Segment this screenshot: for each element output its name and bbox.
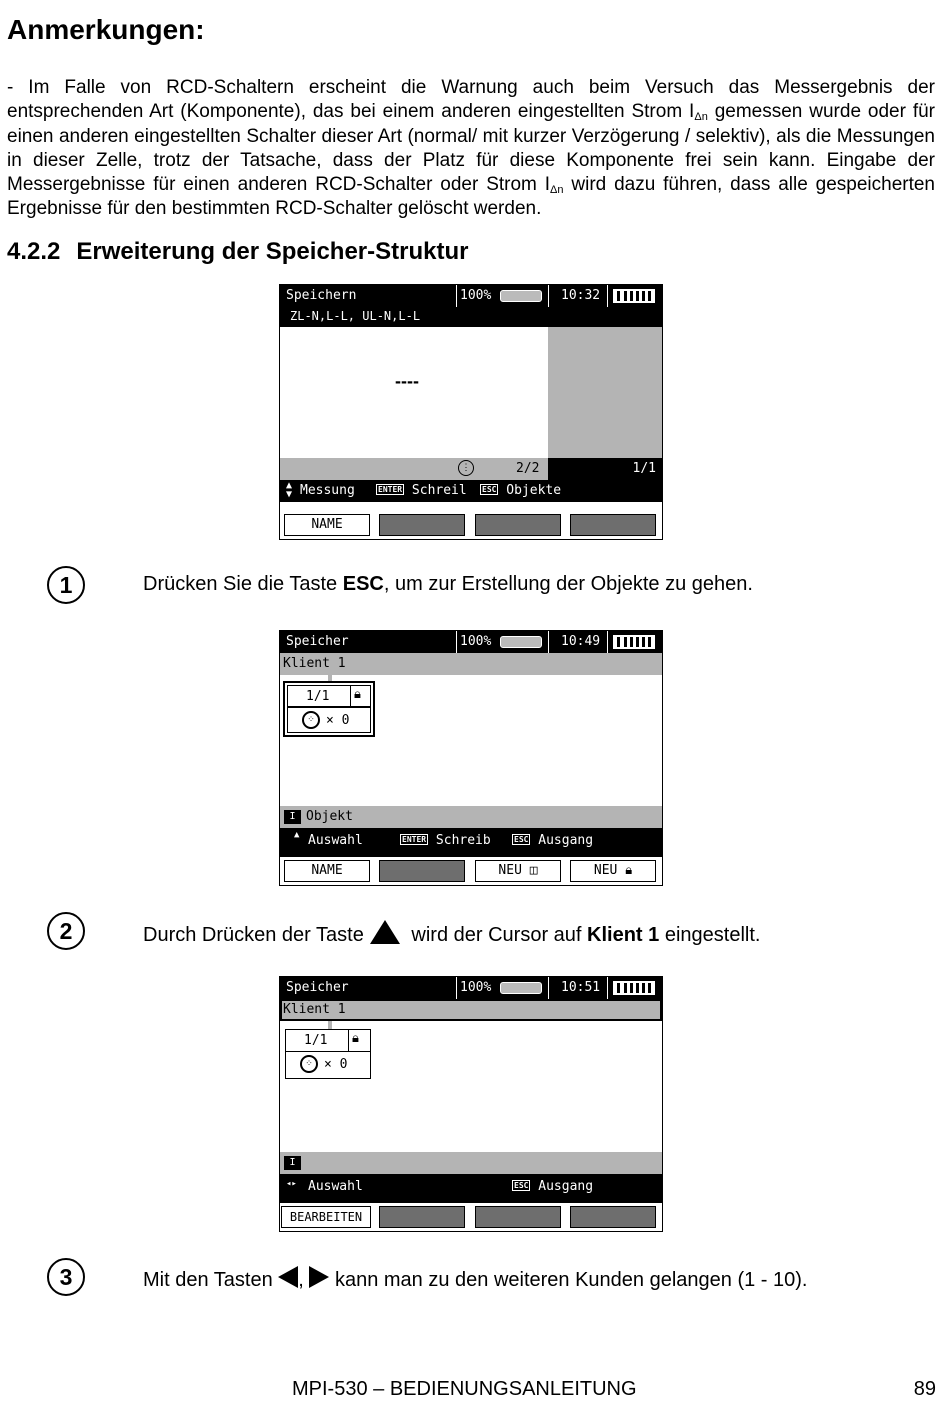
name-button[interactable]: NAME — [284, 860, 370, 882]
up-icon: ▲ — [294, 830, 300, 840]
leftright-icon: ◂▸ — [286, 1179, 297, 1189]
page-number: 89 — [913, 1378, 936, 1400]
status-bar: Speicher 100% 10:49 — [280, 631, 662, 653]
new-locked-button[interactable]: NEU 🔒︎ — [570, 860, 656, 882]
section-heading: 4.2.2 Erweiterung der Speicher-Struktur — [7, 238, 469, 265]
step-2-marker: 2 — [47, 912, 85, 950]
lock-icon: 🔒︎ — [352, 1031, 359, 1046]
device-screen-2: Speicher 100% 10:49 Klient 1 1/1 🔒︎ ⁘ × 0 I Objekt ▲ Auswahl ENTER Schreib ESC Ausgang NAME NEU ◫ NEU 🔒︎ — [279, 630, 663, 886]
battery-icon — [500, 982, 542, 994]
softkey-4[interactable] — [570, 514, 656, 536]
signal-icon — [613, 981, 655, 995]
heading: Anmerkungen: — [7, 14, 205, 45]
device-screen-1: Speichern 100% 10:32 ZL-N,L-L, UL-N,L-L ---- ⋮ 2/2 1/1 ▲ ▼ Messung ENTER Schreil ESC Objekte NAME — [279, 284, 663, 540]
status-bar: Speicher 100% 10:51 — [280, 977, 662, 999]
object-box[interactable]: 1/1 🔒︎ ⁘ × 0 — [285, 1029, 371, 1079]
step-3-marker: 3 — [47, 1258, 85, 1296]
object-icon: ◫ — [529, 863, 538, 878]
client-label: Klient 1 — [283, 1002, 346, 1017]
socket-icon: ⁘ — [302, 711, 320, 729]
footer-title: MPI-530 – BEDIENUNGSANLEITUNG — [292, 1378, 637, 1400]
socket-icon: ⁘ — [300, 1055, 318, 1073]
device-screen-3: Speicher 100% 10:51 Klient 1 1/1 🔒︎ ⁘ × 0 I ◂▸ Auswahl ESC Ausgang BEARBEITEN — [279, 976, 663, 1232]
step-1-text: Drücken Sie die Taste ESC, um zur Erstellung der Objekte zu gehen. — [143, 573, 753, 595]
up-arrow-key-icon — [370, 920, 400, 944]
softkey-2[interactable] — [379, 514, 465, 536]
client-label[interactable]: Klient 1 — [283, 656, 346, 671]
note-paragraph: - Im Falle von RCD-Schaltern erscheint die Warnung auch beim Versuch das Messergebnis der entsprechenden Art (Komponente), das bei einem anderen eingestellten Strom $I_{\Delta n}$ gemessen wurde oder für einen anderen eingestellten Schalter dieser Art (normal/ mit kurzer Verzögerung / selektiv), als die Messungen in dieser Zelle, trotz der Tatsache, dass der Platz für diese Komponente frei sein kann. Eingabe der Messergebnisse für einen anderen RCD-Schalter oder Strom $I_{\Delta n}$ wird dazu führen, dass alle gespeicherten Ergebnisse für den bestimmten RCD-Schalter gelöscht werden. — [7, 77, 936, 220]
softkey-3[interactable] — [475, 1206, 561, 1228]
right-arrow-key-icon — [309, 1266, 329, 1288]
softkey-2[interactable] — [379, 860, 465, 882]
left-arrow-key-icon — [278, 1266, 298, 1288]
name-button[interactable]: NAME — [284, 514, 370, 536]
object-box[interactable]: 1/1 🔒︎ ⁘ × 0 — [283, 681, 375, 737]
softkey-2[interactable] — [379, 1206, 465, 1228]
softkey-3[interactable] — [475, 514, 561, 536]
signal-icon — [613, 635, 655, 649]
lock-icon: 🔒︎ — [625, 863, 633, 878]
measurement-label: ZL-N,L-L, UL-N,L-L — [290, 309, 421, 323]
signal-icon — [613, 289, 655, 303]
level-icon: I — [284, 1156, 301, 1170]
client-row-selected[interactable] — [280, 999, 662, 1021]
step-1-marker: 1 — [47, 566, 85, 604]
battery-icon — [500, 636, 542, 648]
step-3-text: Mit den Tasten , kann man zu den weiteren Kunden gelangen (1 - 10). — [143, 1266, 808, 1292]
softkey-4[interactable] — [570, 1206, 656, 1228]
updown-icon: ▲ ▼ — [286, 480, 293, 500]
result-value: ---- — [395, 371, 419, 391]
socket-icon: ⋮ — [458, 460, 474, 476]
new-object-button[interactable]: NEU ◫ — [475, 860, 561, 882]
lock-icon: 🔒︎ — [354, 687, 361, 702]
step-2-text: Durch Drücken der Taste wird der Cursor auf Klient 1 eingestellt. — [143, 920, 760, 947]
status-bar: Speichern 100% 10:32 — [280, 285, 662, 307]
battery-icon — [500, 290, 542, 302]
edit-button[interactable]: BEARBEITEN — [281, 1206, 371, 1228]
level-icon: I — [284, 810, 301, 824]
